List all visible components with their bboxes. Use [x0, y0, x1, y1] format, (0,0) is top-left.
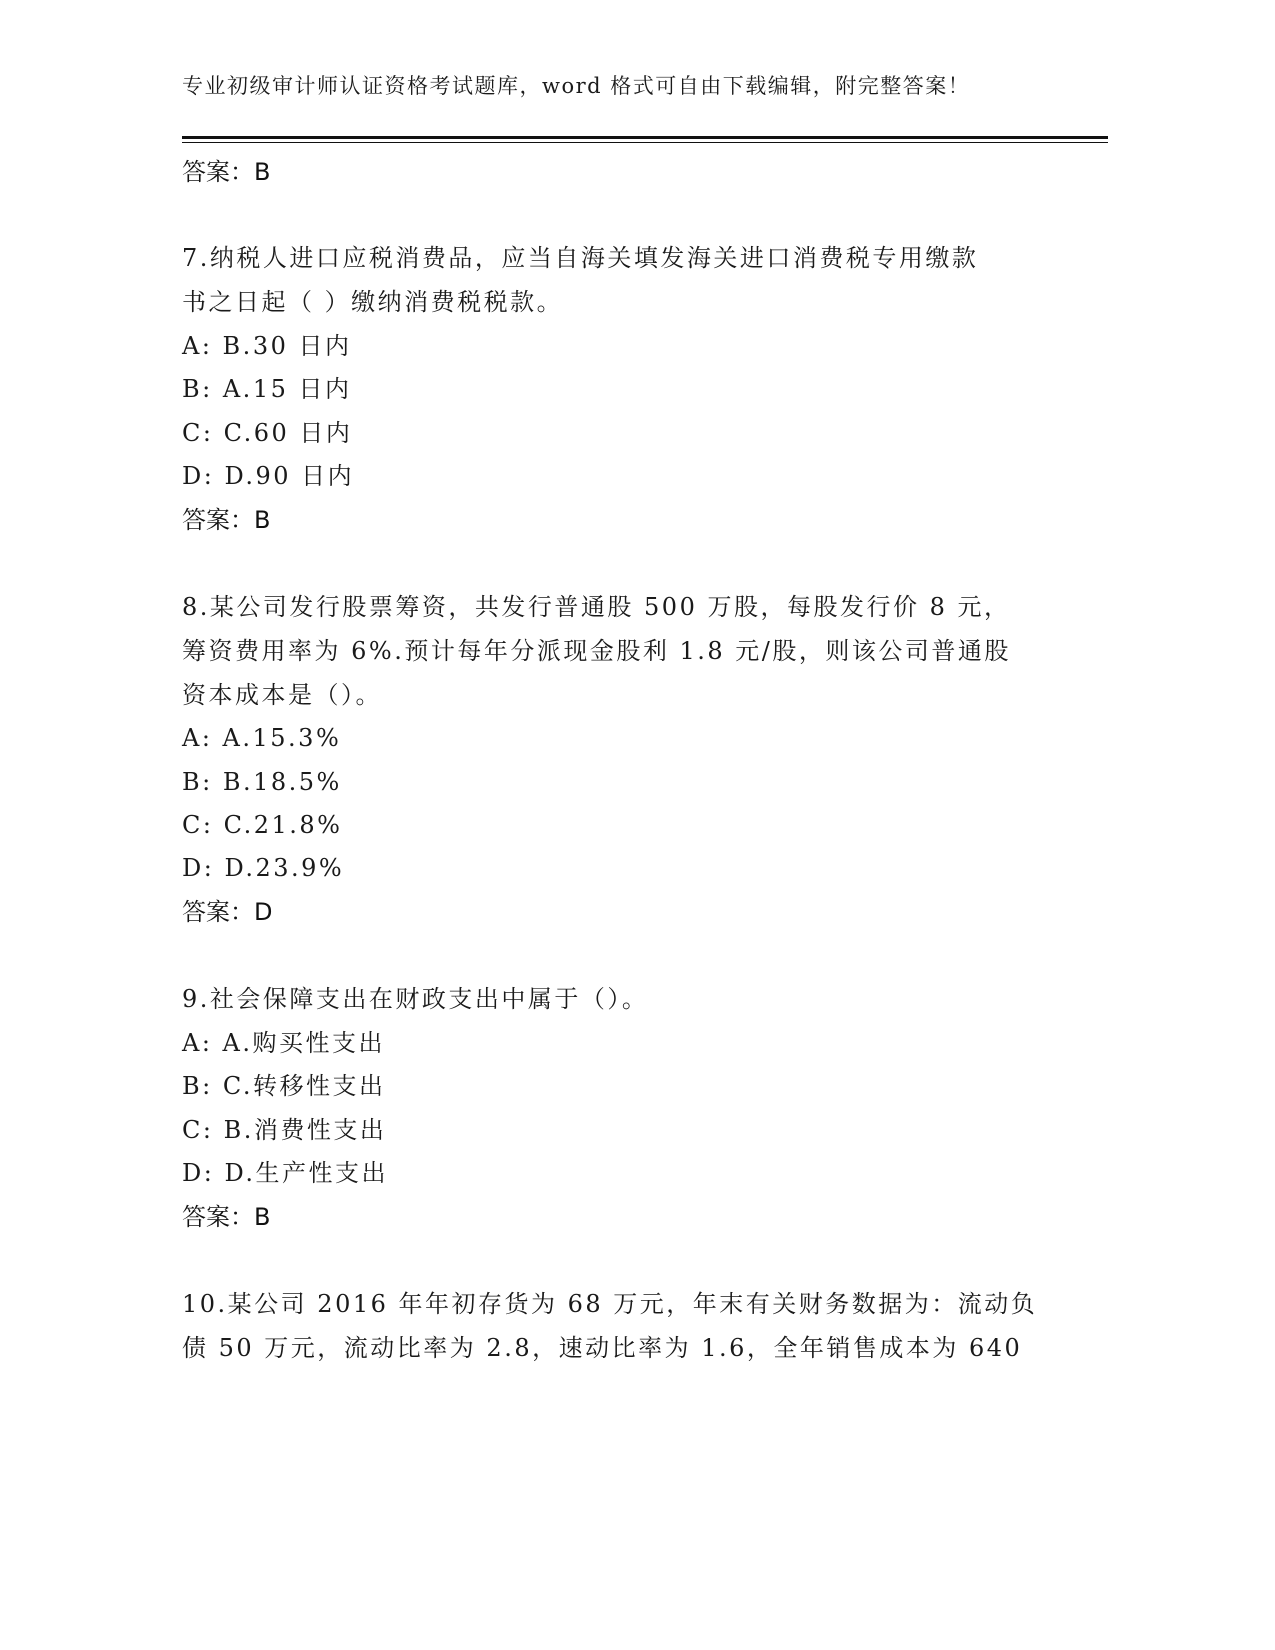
question-stem-line: 资本成本是（）。 — [182, 681, 382, 709]
question-stem-line: 债 50 万元，流动比率为 2.8，速动比率为 1.6，全年销售成本为 640 — [182, 1334, 1023, 1362]
question-stem-line: 9.社会保障支出在财政支出中属于（）。 — [182, 985, 649, 1013]
option-a: A: B.30 日内 — [182, 332, 352, 360]
option-d: D: D.90 日内 — [182, 462, 355, 490]
option-b: B: C.转移性支出 — [182, 1072, 386, 1100]
option-c: C: C.60 日内 — [182, 419, 353, 447]
option-a: A: A.15.3% — [182, 724, 342, 752]
answer: 答案：B — [182, 506, 271, 534]
question-stem-line: 筹资费用率为 6%.预计每年分派现金股利 1.8 元/股，则该公司普通股 — [182, 637, 1011, 665]
answer: 答案：D — [182, 898, 273, 926]
question-stem-line: 8.某公司发行股票筹资，共发行普通股 500 万股，每股发行价 8 元， — [182, 593, 1011, 621]
question-stem-line: 10.某公司 2016 年年初存货为 68 万元，年末有关财务数据为：流动负 — [182, 1290, 1038, 1318]
previous-answer: 答案：B — [182, 158, 271, 186]
option-d: D: D.23.9% — [182, 854, 345, 882]
option-a: A: A.购买性支出 — [182, 1029, 386, 1057]
option-b: B: A.15 日内 — [182, 375, 352, 403]
header-rule-thick — [182, 136, 1108, 139]
option-d: D: D.生产性支出 — [182, 1159, 388, 1187]
question-stem-line: 书之日起（ ）缴纳消费税税款。 — [182, 288, 564, 316]
question-stem-line: 7.纳税人进口应税消费品，应当自海关填发海关进口消费税专用缴款 — [182, 244, 979, 272]
option-c: C: C.21.8% — [182, 811, 343, 839]
option-b: B: B.18.5% — [182, 768, 342, 796]
option-c: C: B.消费性支出 — [182, 1116, 387, 1144]
answer: 答案：B — [182, 1203, 271, 1231]
page-header: 专业初级审计师认证资格考试题库，word 格式可自由下载编辑，附完整答案！ — [182, 74, 971, 98]
header-rule-thin — [182, 142, 1108, 143]
